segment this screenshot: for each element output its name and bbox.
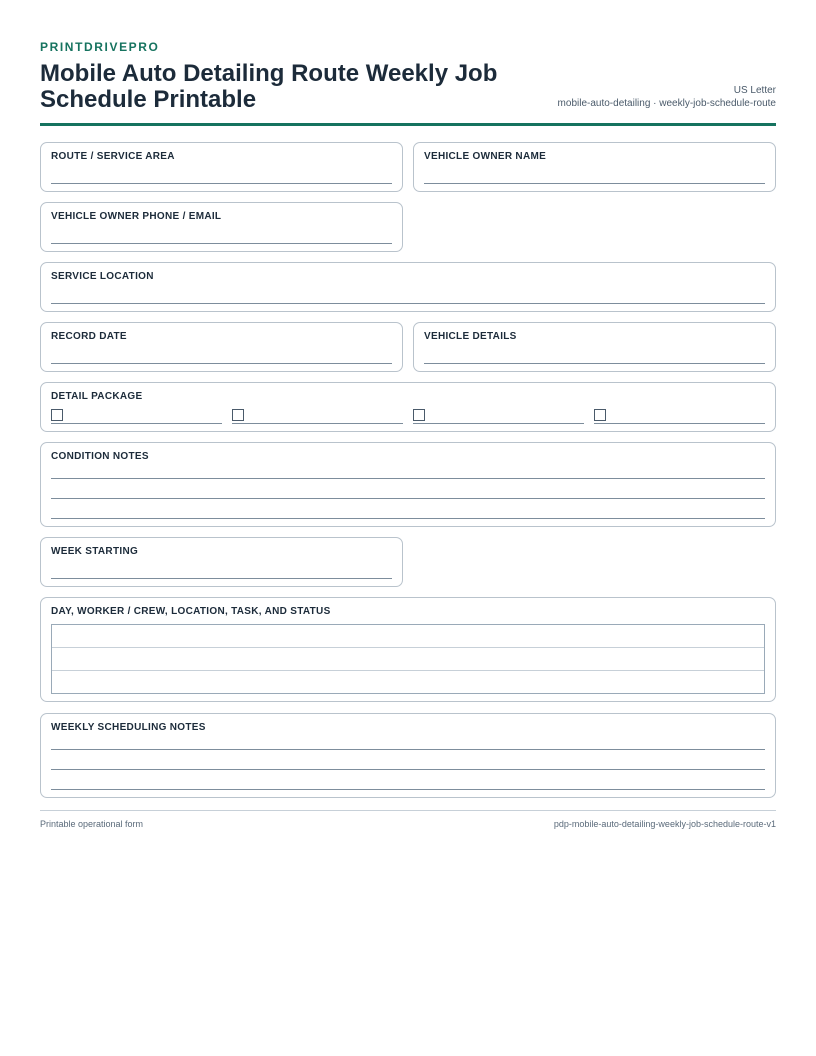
owner-name-input-line[interactable] [424, 183, 765, 184]
service-location-label: SERVICE LOCATION [51, 271, 154, 282]
week-starting-label: WEEK STARTING [51, 546, 139, 557]
brand-name: PRINTDRIVEPRO [40, 40, 160, 54]
record-date-label: RECORD DATE [51, 331, 127, 342]
table-row[interactable] [52, 625, 764, 648]
owner-contact-field [40, 202, 403, 252]
page-header [40, 61, 776, 126]
notes-line[interactable] [51, 789, 765, 790]
notes-line[interactable] [51, 498, 765, 499]
condition-notes-field [40, 442, 776, 527]
owner-contact-input-line[interactable] [51, 243, 392, 244]
week-starting-input-line[interactable] [51, 578, 392, 579]
table-row[interactable] [52, 648, 764, 671]
footer-form-id: pdp-mobile-auto-detailing-weekly-job-schedule-route-v1 [553, 819, 776, 829]
condition-notes-label: CONDITION NOTES [51, 451, 149, 462]
package-option[interactable] [232, 409, 403, 424]
package-option[interactable] [594, 409, 765, 424]
package-option[interactable] [51, 409, 222, 424]
page-meta [558, 84, 776, 113]
form-page [40, 40, 776, 126]
form-slug: mobile-auto-detailing · weekly-job-schedule-route [557, 98, 776, 109]
notes-line[interactable] [51, 518, 765, 519]
route-input-line[interactable] [51, 183, 392, 184]
checkbox-icon[interactable] [594, 409, 606, 421]
checkbox-icon[interactable] [232, 409, 244, 421]
notes-line[interactable] [51, 478, 765, 479]
package-option[interactable] [413, 409, 584, 424]
vehicle-details-field [413, 322, 776, 372]
owner-name-label: VEHICLE OWNER NAME [424, 151, 547, 162]
owner-contact-label: VEHICLE OWNER PHONE / EMAIL [51, 211, 222, 222]
page-title: Mobile Auto Detailing Route Weekly Job Schedule Printable [40, 60, 498, 113]
owner-name-field [413, 142, 776, 192]
weekly-notes-field [40, 713, 776, 798]
schedule-table-label: DAY, WORKER / CREW, LOCATION, TASK, AND STATUS [51, 606, 331, 617]
detail-package-field [40, 382, 776, 432]
page-footer [40, 810, 776, 829]
week-starting-field [40, 537, 403, 587]
paper-size: US Letter [733, 85, 776, 96]
notes-line[interactable] [51, 769, 765, 770]
detail-package-label: DETAIL PACKAGE [51, 391, 143, 402]
footer-left-text: Printable operational form [40, 819, 144, 829]
notes-line[interactable] [51, 749, 765, 750]
record-date-field [40, 322, 403, 372]
checkbox-icon[interactable] [413, 409, 425, 421]
weekly-notes-label: WEEKLY SCHEDULING NOTES [51, 722, 206, 733]
vehicle-details-input-line[interactable] [424, 363, 765, 364]
record-date-input-line[interactable] [51, 363, 392, 364]
service-location-field [40, 262, 776, 312]
table-row[interactable] [52, 671, 764, 694]
route-label: ROUTE / SERVICE AREA [51, 151, 175, 162]
vehicle-details-label: VEHICLE DETAILS [424, 331, 517, 342]
schedule-table [51, 624, 765, 694]
package-options [51, 409, 765, 424]
checkbox-icon[interactable] [51, 409, 63, 421]
route-field [40, 142, 403, 192]
schedule-table-field [40, 597, 776, 702]
service-location-input-line[interactable] [51, 303, 765, 304]
